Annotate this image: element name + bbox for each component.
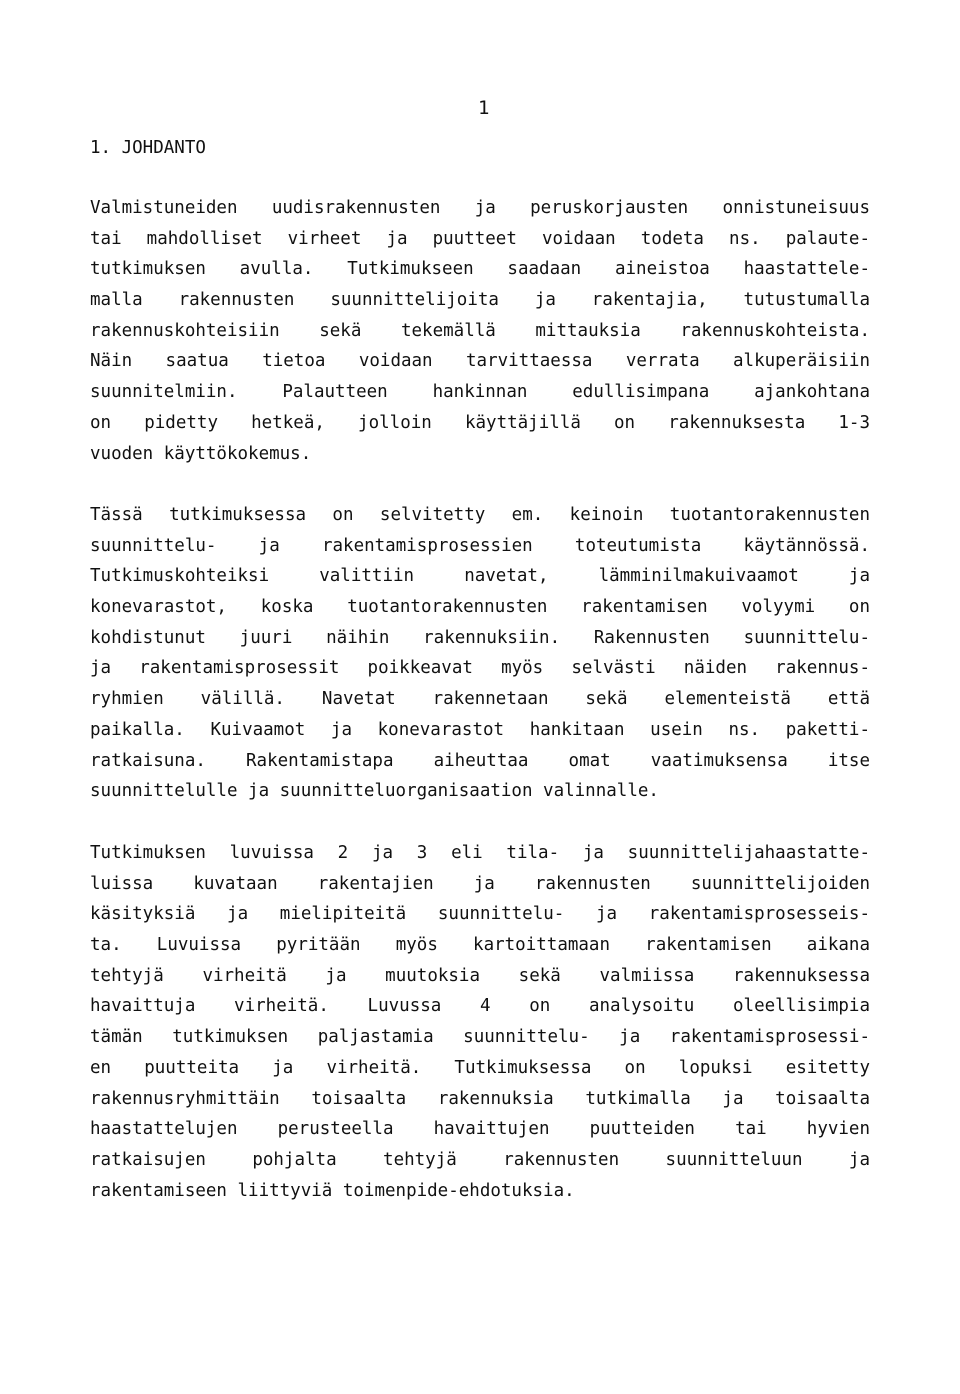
text-line: ratkaisuna. Rakentamistapa aiheuttaa omat vaatimuksensa itse [90,750,870,771]
text-line: konevarastot, koska tuotantorakennusten rakentamisen volyymi on [90,597,870,618]
paragraph-chapter-overview [90,838,870,1206]
text-line: paikalla. Kuivaamot ja konevarastot hankitaan usein ns. paketti- [90,719,870,740]
text-line: ja rakentamisprosessit poikkeavat myös selvästi näiden rakennus- [90,658,870,679]
text-line: vuoden käyttökokemus. [90,443,312,464]
text-line: ryhmien välillä. Navetat rakennetaan sekä elementeistä että [90,689,870,710]
text-line: käsityksiä ja mielipiteitä suunnittelu- ja rakentamisprosesseis- [90,904,870,925]
text-line: luissa kuvataan rakentajien ja rakennusten suunnittelijoiden [90,873,870,894]
text-line: havaittuja virheitä. Luvussa 4 on analysoitu oleellisimpia [90,996,870,1017]
text-line: rakennuskohteisiin sekä tekemällä mittauksia rakennuskohteista. [90,320,870,341]
text-line: rakennusryhmittäin toisaalta rakennuksia tutkimalla ja toisaalta [90,1088,870,1109]
text-line: tehtyjä virheitä ja muutoksia sekä valmiissa rakennuksessa [90,965,870,986]
text-line: Tutkimuksen luvuissa 2 ja 3 eli tila- ja suunnittelijahaastatte- [90,843,870,863]
text-line: tämän tutkimuksen paljastamia suunnittelu- ja rakentamisprosessi- [90,1027,870,1048]
text-line: Tutkimuskohteiksi valittiin navetat, lämminilmakuivaamot ja [90,566,870,587]
text-line: suunnittelu- ja rakentamisprosessien toteutumista käytännössä. [90,535,870,556]
text-line: Valmistuneiden uudisrakennusten ja peruskorjausten onnistuneisuus [90,198,870,218]
text-line: haastattelujen perusteella havaittujen puutteiden tai hyvien [90,1119,870,1140]
text-line: ratkaisujen pohjalta tehtyjä rakennusten suunnitteluun ja [90,1149,870,1170]
text-line: malla rakennusten suunnittelijoita ja rakentajia, tutustumalla [90,290,870,311]
chapter-heading: 1. JOHDANTO [90,138,206,158]
text-line: tutkimuksen avulla. Tutkimukseen saadaan aineistoa haastattele- [90,259,870,280]
text-line: suunnittelulle ja suunnitteluorganisaation valinnalle. [90,781,659,802]
text-line: tai mahdolliset virheet ja puutteet voidaan todeta ns. palaute- [90,228,870,249]
text-line: kohdistunut juuri näihin rakennuksiin. Rakennusten suunnittelu- [90,627,870,648]
paragraph-introduction [90,193,870,469]
text-line: Tässä tutkimuksessa on selvitetty em. keinoin tuotantorakennusten [90,505,870,525]
text-line: Näin saatua tietoa voidaan tarvittaessa verrata alkuperäisiin [90,351,870,372]
text-line: rakentamiseen liittyviä toimenpide-ehdotuksia. [90,1180,575,1201]
text-line: on pidetty hetkeä, jolloin käyttäjillä on rakennuksesta 1-3 [90,412,870,433]
page-number: 1 [478,97,490,119]
text-line: suunnitelmiin. Palautteen hankinnan edullisimpana ajankohtana [90,382,870,403]
paragraph-research-scope [90,500,870,807]
text-line: ta. Luvuissa pyritään myös kartoittamaan rakentamisen aikana [90,935,870,956]
text-line: en puutteita ja virheitä. Tutkimuksessa on lopuksi esitetty [90,1057,870,1078]
